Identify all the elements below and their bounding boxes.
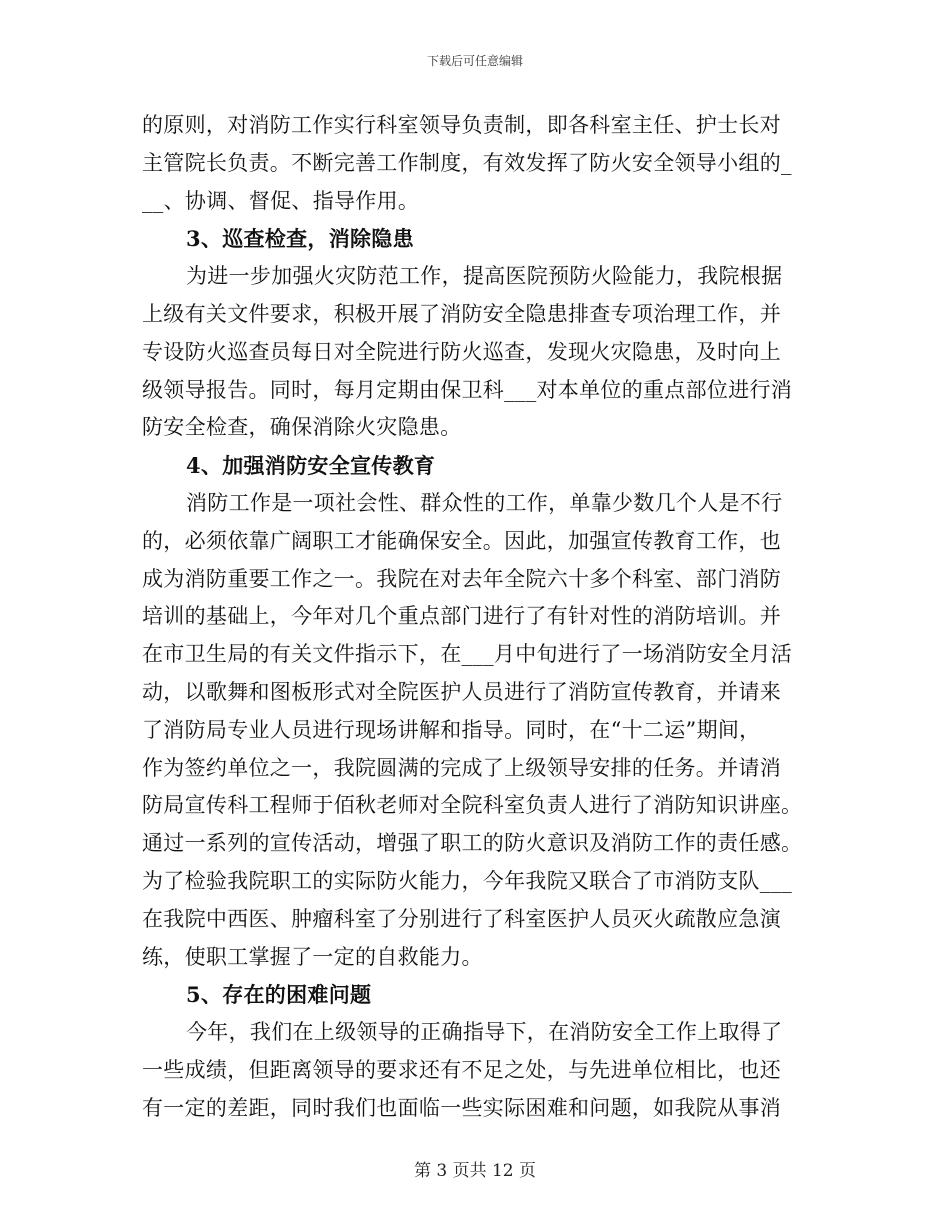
paragraph-first-line: 今年，我们在上级领导的正确指导下，在消防安全工作上取得了 bbox=[186, 1020, 783, 1045]
body-line: 成为消防重要工作之一。我院在对去年全院六十多个科室、部门消防 bbox=[142, 566, 781, 591]
paragraph-first-line: 消防工作是一项社会性、群众性的工作，单靠少数几个人是不行 bbox=[186, 490, 783, 515]
body-line: 了消防局专业人员进行现场讲解和指导。同时，在“十二运”期间， bbox=[142, 717, 761, 742]
body-line: 为了检验我院职工的实际防火能力，今年我院又联合了市消防支队___ bbox=[142, 868, 793, 893]
body-line: 有一定的差距，同时我们也面临一些实际困难和问题，如我院从事消 bbox=[142, 1095, 781, 1120]
section-heading: 4、加强消防安全宣传教育 bbox=[186, 453, 436, 479]
page-number: 第 3 页共 12 页 bbox=[413, 1161, 537, 1181]
body-line: __、协调、督促、指导作用。 bbox=[142, 188, 420, 213]
body-line: 作为签约单位之一，我院圆满的完成了上级领导安排的任务。并请消 bbox=[142, 755, 781, 780]
body-line: 动，以歌舞和图板形式对全院医护人员进行了消防宣传教育，并请来 bbox=[142, 679, 781, 704]
body-line: 防安全检查，确保消除火灾隐患。 bbox=[142, 415, 462, 440]
page-header: 下载后可任意编辑 bbox=[426, 54, 523, 68]
body-line: 级领导报告。同时，每月定期由保卫科___对本单位的重点部位进行消 bbox=[142, 377, 793, 402]
body-line: 通过一系列的宣传活动，增强了职工的防火意识及消防工作的责任感。 bbox=[142, 831, 803, 856]
body-line: 主管院长负责。不断完善工作制度，有效发挥了防火安全领导小组的_ bbox=[142, 150, 792, 175]
section-heading: 5、存在的困难问题 bbox=[186, 982, 372, 1008]
body-line: 的，必须依靠广阔职工才能确保安全。因此，加强宣传教育工作，也 bbox=[142, 528, 781, 553]
body-line: 专设防火巡查员每日对全院进行防火巡查，发现火灾隐患，及时向上 bbox=[142, 339, 781, 364]
document-body bbox=[142, 107, 807, 1128]
body-line: 的原则，对消防工作实行科室领导负责制，即各科室主任、护士长对 bbox=[142, 113, 781, 137]
body-line: 上级有关文件要求，积极开展了消防安全隐患排查专项治理工作，并 bbox=[142, 301, 781, 326]
body-line: 培训的基础上，今年对几个重点部门进行了有针对性的消防培训。并 bbox=[142, 604, 781, 629]
body-line: 一些成绩，但距离领导的要求还有不足之处，与先进单位相比，也还 bbox=[142, 1057, 781, 1082]
paragraph-first-line: 为进一步加强火灾防范工作，提高医院预防火险能力，我院根据 bbox=[186, 264, 783, 289]
body-line: 练，使职工掌握了一定的自救能力。 bbox=[142, 944, 483, 969]
body-line: 防局宣传科工程师于佰秋老师对全院科室负责人进行了消防知识讲座。 bbox=[142, 793, 803, 818]
body-line: 在市卫生局的有关文件指示下，在___月中旬进行了一场消防安全月活 bbox=[142, 642, 793, 667]
section-heading: 3、巡查检查，消除隐患 bbox=[186, 226, 414, 252]
body-line: 在我院中西医、肿瘤科室了分别进行了科室医护人员灭火疏散应急演 bbox=[142, 906, 781, 931]
